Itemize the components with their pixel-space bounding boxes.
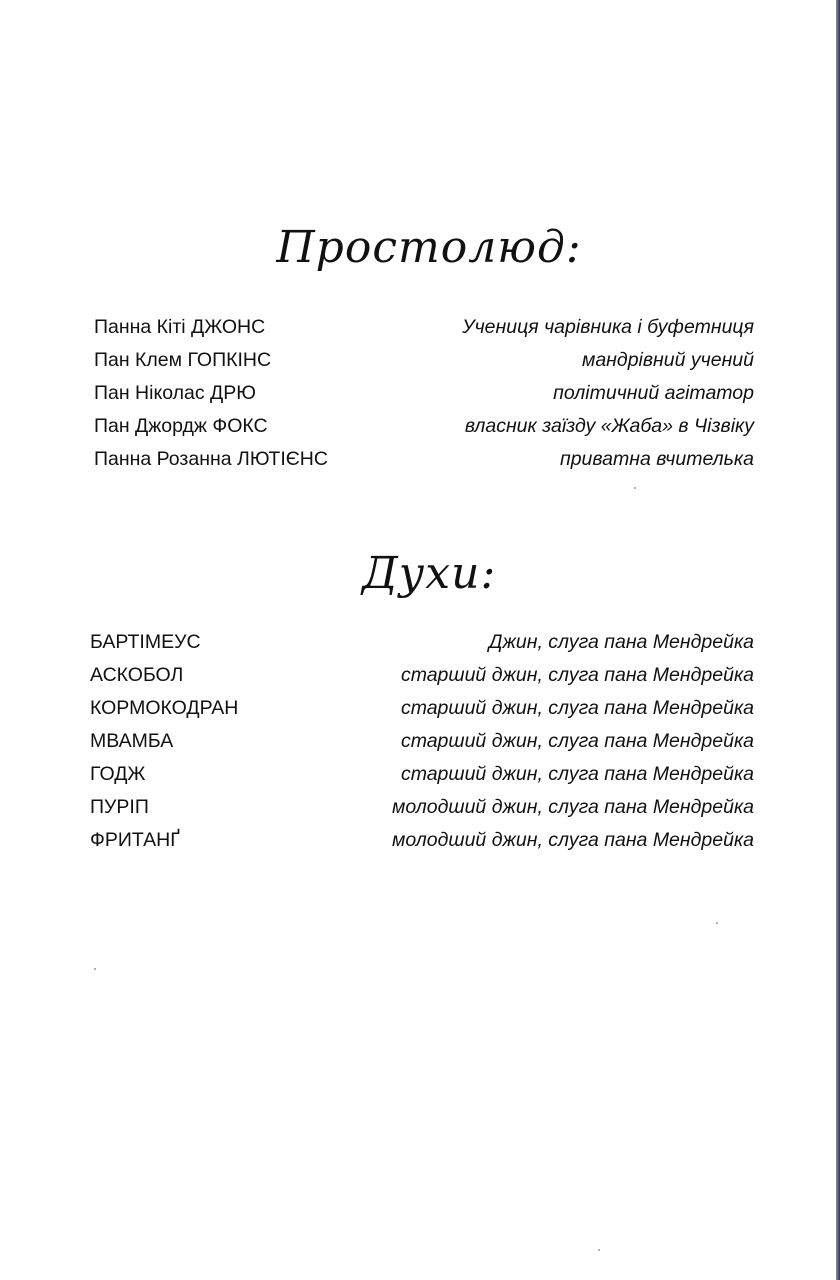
- character-name: Пан Клем ГОПКІНС: [94, 349, 272, 371]
- character-role: політичний агітатор: [553, 382, 754, 404]
- character-role: старший джин, слуга пана Мендрейка: [400, 697, 754, 719]
- character-name: ПУРІП: [90, 796, 149, 818]
- character-role: старший джин, слуга пана Мендрейка: [400, 763, 754, 785]
- paper-speck: [94, 968, 96, 970]
- paper-speck: [634, 487, 636, 489]
- list-item: [90, 410, 754, 443]
- spirits-heading: Духи:: [362, 548, 497, 599]
- commoners-heading: Простолюд:: [276, 222, 582, 273]
- list-item: [90, 311, 754, 344]
- page-edge: [836, 0, 840, 1280]
- character-role: приватна вчителька: [559, 448, 754, 470]
- character-name: Пан Ніколас ДРЮ: [94, 382, 256, 404]
- paper-speck: [598, 1249, 600, 1251]
- list-item: [90, 758, 754, 791]
- list-item: [90, 443, 754, 476]
- character-role: мандрівний учений: [581, 349, 754, 371]
- list-item: [90, 659, 754, 692]
- character-name: Панна Розанна ЛЮТІЄНС: [94, 448, 328, 470]
- list-item: [90, 626, 754, 659]
- paper-speck: [716, 922, 718, 924]
- character-name: ГОДЖ: [90, 763, 146, 785]
- list-item: [90, 824, 754, 857]
- character-role: старший джин, слуга пана Мендрейка: [400, 664, 754, 686]
- character-role: молодший джин, слуга пана Мендрейка: [392, 829, 754, 851]
- character-name: КОРМОКОДРАН: [90, 697, 239, 719]
- character-name: БАРТІМЕУС: [90, 631, 201, 653]
- list-item: [90, 377, 754, 410]
- character-name: АСКОБОЛ: [90, 664, 184, 686]
- character-role: власник заїзду «Жаба» в Чізвіку: [464, 415, 754, 437]
- character-name: Панна Кіті ДЖОНС: [94, 316, 266, 338]
- list-item: [90, 791, 754, 824]
- commoners-list: [90, 311, 754, 476]
- character-role: Джин, слуга пана Мендрейка: [488, 631, 754, 653]
- list-item: [90, 725, 754, 758]
- character-role: молодший джин, слуга пана Мендрейка: [392, 796, 754, 818]
- character-role: старший джин, слуга пана Мендрейка: [400, 730, 754, 752]
- list-item: [90, 344, 754, 377]
- character-name: Пан Джордж ФОКС: [94, 415, 268, 437]
- character-name: МВАМБА: [90, 730, 174, 752]
- character-name: ФРИТАНҐ: [90, 829, 180, 851]
- spirits-list: [90, 626, 754, 857]
- character-role: Учениця чарівника і буфетниця: [462, 316, 754, 338]
- list-item: [90, 692, 754, 725]
